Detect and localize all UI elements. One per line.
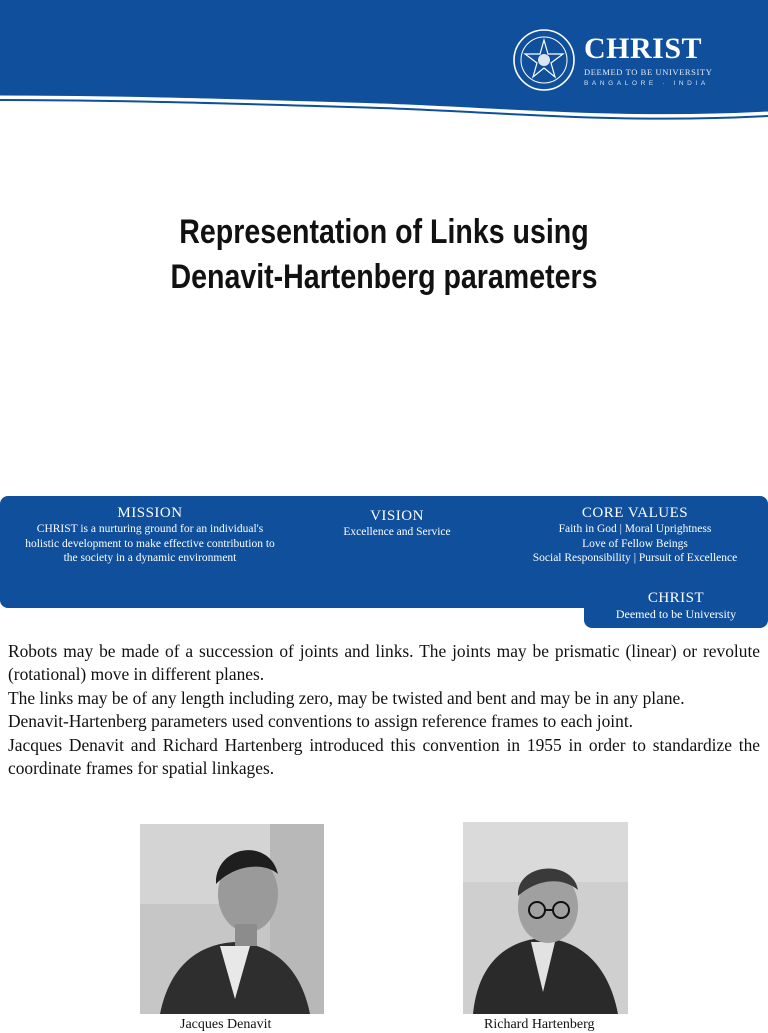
tag-title: CHRIST: [647, 590, 705, 606]
core-values-block: [510, 505, 760, 566]
portrait-image-2: [463, 822, 628, 1014]
photo-caption-1: Jacques Denavit: [180, 1017, 272, 1032]
values-line-3: Social Responsibility | Pursuit of Excellence: [532, 552, 738, 564]
paragraph-4: Jacques Denavit and Richard Hartenberg introduced this convention in 1955 in order to standardize the coordinate frames for spatial linkages.: [8, 734, 760, 779]
brand-location: BANGALORE · INDIA: [584, 80, 709, 87]
mission-block: [6, 505, 294, 566]
mission-line-2: holistic development to make effective contribution to: [25, 537, 275, 550]
values-line-2: Love of Fellow Beings: [582, 537, 688, 550]
portrait-photo-2: [463, 822, 628, 1014]
mission-line-1: CHRIST is a nurturing ground for an individual's: [36, 523, 264, 535]
brand-subtitle: DEEMED TO BE UNIVERSITY: [584, 67, 713, 77]
brand-name: CHRIST: [584, 32, 703, 65]
portrait-image-1: [140, 824, 324, 1014]
tag-subtitle: Deemed to be University: [615, 607, 737, 621]
vision-block: [318, 508, 476, 540]
christ-logo: [512, 28, 722, 96]
paragraph-3: Denavit-Hartenberg parameters used conventions to assign reference frames to each joint.: [8, 711, 634, 732]
photo-caption-2: Richard Hartenberg: [484, 1017, 595, 1032]
slide-title: [61, 210, 706, 300]
title-line-2: Denavit-Hartenberg parameters: [170, 258, 598, 296]
university-seal-icon: [512, 28, 576, 92]
vision-text: Excellence and Service: [343, 526, 451, 538]
slide-header: [0, 0, 768, 130]
vision-heading: VISION: [370, 508, 424, 524]
mission-line-3: the society in a dynamic environment: [63, 552, 237, 564]
portrait-photo-1: [140, 824, 324, 1014]
mission-heading: MISSION: [117, 505, 183, 521]
body-text: [8, 640, 760, 780]
core-values-heading: CORE VALUES: [581, 505, 689, 521]
paragraph-1: Robots may be made of a succession of joints and links. The joints may be prismatic (linear) or revolute (rotational) move in different planes.: [8, 641, 760, 685]
title-line-1: Representation of Links using: [179, 213, 589, 251]
values-line-1: Faith in God | Moral Uprightness: [558, 523, 712, 535]
university-tag: [588, 590, 764, 622]
paragraph-2: The links may be of any length including zero, may be twisted and bent and may be in any plane.: [8, 687, 685, 708]
